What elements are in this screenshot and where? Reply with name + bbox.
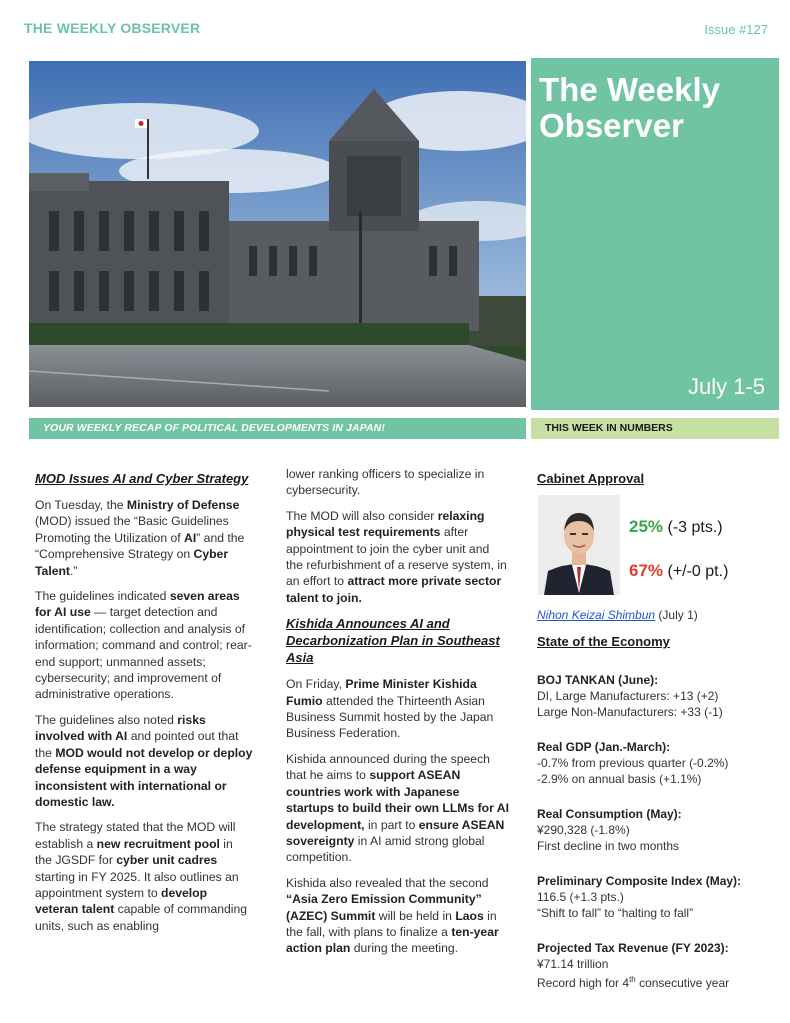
- title-panel: [531, 58, 779, 410]
- econ-composite-index: Preliminary Composite Index (May): 116.5 (+1.3 pts.) “Shift to fall” to “halting to fall”: [537, 874, 742, 921]
- masthead-brand: THE WEEKLY OBSERVER: [24, 20, 201, 36]
- econ-gdp: Real GDP (Jan.-March): -0.7% from previous quarter (-0.2%) -2.9% on annual basis (+1.1%): [537, 740, 729, 787]
- econ-tankan: BOJ TANKAN (June): DI, Large Manufacturers: +13 (+2) Large Non-Manufacturers: +33 (-1): [537, 673, 723, 720]
- article-paragraph: The strategy stated that the MOD will establish a new recruitment pool in the JGSDF for cyber unit cadres starting in FY 2025. It also outlines an appointment system to develop veteran talent capable of commanding units, such as enabling: [35, 820, 248, 933]
- article-paragraph: On Friday, Prime Minister Kishida Fumio attended the Thirteenth Asian Business Summit hosted by the Japan Business Federation.: [286, 677, 494, 741]
- hero-photo-diet-building: [29, 61, 526, 407]
- approval-rate: 25% (-3 pts.): [629, 517, 723, 536]
- econ-consumption: Real Consumption (May): ¥290,328 (-1.8%) First decline in two months: [537, 807, 682, 854]
- issue-number: Issue #127: [704, 22, 768, 37]
- issue-date-range: July 1-5: [687, 374, 765, 399]
- newsletter-title: The Weekly Observer: [539, 71, 720, 144]
- numbers-banner: THIS WEEK IN NUMBERS: [531, 418, 779, 439]
- article-paragraph: The guidelines indicated seven areas for AI use — target detection and identification; collection and analysis of information; command and control; rear-end support; unmanned assets; cybersecurity; and improvement of administrative operations.: [35, 589, 252, 702]
- economy-title: State of the Economy: [537, 634, 670, 650]
- article-headline: Kishida Announces AI and Decarbonization Plan in Southeast Asia: [286, 616, 500, 666]
- article-paragraph: The guidelines also noted risks involved with AI and pointed out that the MOD would not develop or deploy defense equipment in a way inconsistent with international or domestic law.: [35, 712, 253, 809]
- article-paragraph: Kishida also revealed that the second “Asia Zero Emission Community” (AZEC) Summit will be held in Laos in the fall, with plans to finalize a ten-year action plan during the meeting.: [286, 875, 499, 956]
- article-paragraph: The MOD will also consider relaxing physical test requirements after appointment to join the cyber unit and the refurbishment of a reserve system, in an effort to attract more private sector talent to join.: [286, 508, 507, 605]
- poll-source: Nihon Keizai Shimbun (July 1): [537, 608, 698, 622]
- article-mod-ai-cyber: [35, 470, 253, 943]
- article-headline: MOD Issues AI and Cyber Strategy: [35, 471, 249, 486]
- cabinet-approval-title: Cabinet Approval: [537, 471, 645, 486]
- article-paragraph: On Tuesday, the Ministry of Defense (MOD) issued the “Basic Guidelines Promoting the Utilization of AI” and the “Comprehensive Strategy on Cyber Talent.”: [35, 498, 245, 578]
- prime-minister-portrait: [538, 495, 620, 595]
- article-paragraph-continued: lower ranking officers to specialize in cybersecurity.: [286, 467, 485, 498]
- disapproval-rate: 67% (+/-0 pt.): [629, 561, 729, 580]
- recap-banner: YOUR WEEKLY RECAP OF POLITICAL DEVELOPMENTS IN JAPAN!: [29, 418, 526, 439]
- article-paragraph: Kishida announced during the speech that he aims to support ASEAN countries work with Japanese startups to build their own LLMs for AI development, in part to ensure ASEAN sovereignty in AI amid strong global competition.: [286, 751, 509, 865]
- econ-tax-revenue: Projected Tax Revenue (FY 2023): ¥71.14 trillion Record high for 4th consecutive year: [537, 941, 730, 991]
- article-column-2: [286, 466, 509, 966]
- source-link[interactable]: Nihon Keizai Shimbun: [537, 608, 656, 622]
- cabinet-approval-block: [537, 495, 772, 599]
- this-week-in-numbers: [537, 470, 772, 1010]
